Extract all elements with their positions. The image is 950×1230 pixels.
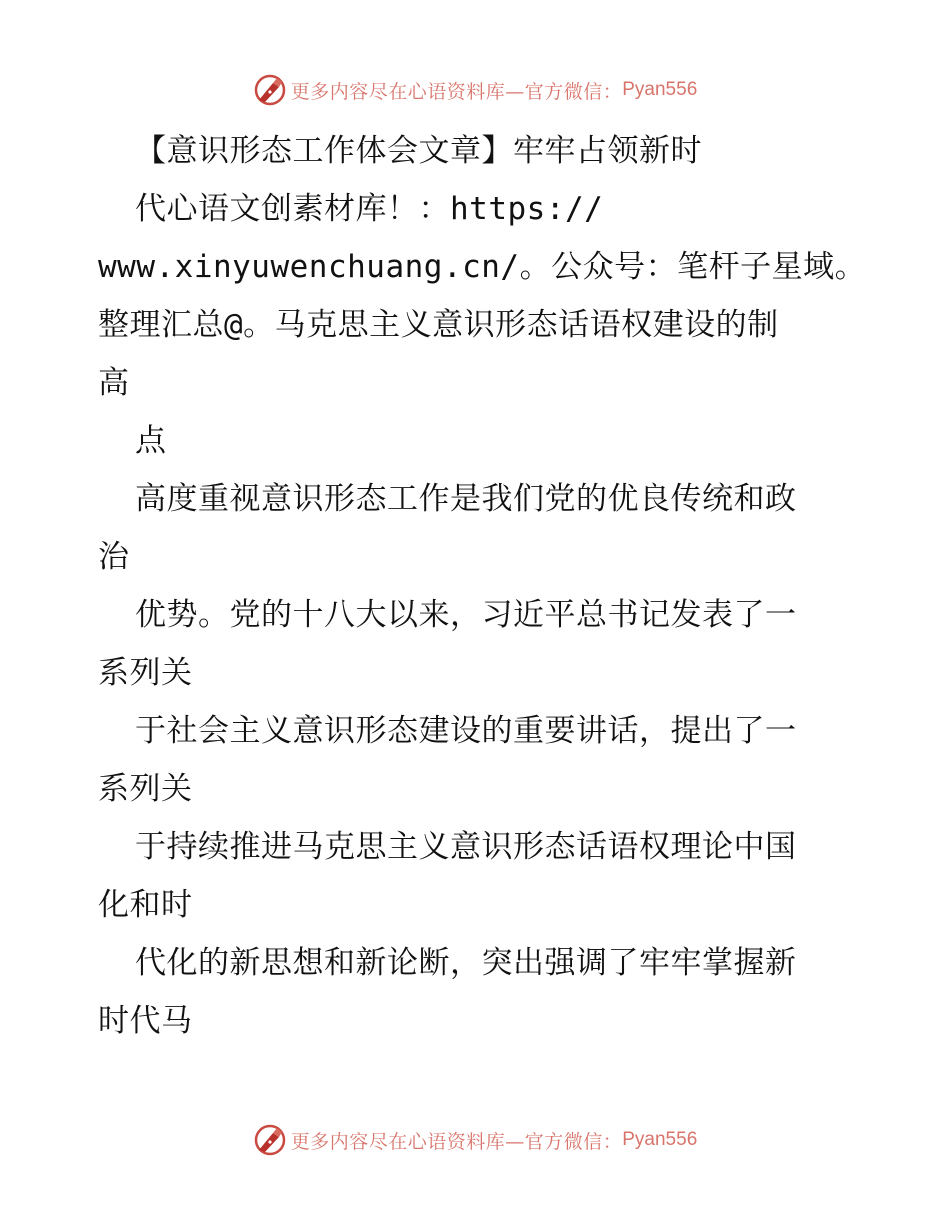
header-banner [0,70,950,110]
banner-text: 更多内容尽在心语资料库—官方微信： [290,1130,623,1153]
text-line: 整理汇总@。马克思主义意识形态话语权建设的制 [98,307,779,343]
text-line: 优势。党的十八大以来，习近平总书记发表了一 [135,597,797,633]
text-line: 时代马 [98,1003,193,1039]
text-line: 系列关 [98,655,193,691]
text-line: www.xinyuwenchuang.cn/。公众号：笔杆子星域。 [98,249,867,285]
text-line: 化和时 [98,887,193,923]
text-line: 于社会主义意识形态建设的重要讲话，提出了一 [135,713,797,749]
banner-wechat-id: Pyan556 [622,79,698,100]
text-line: 高 [98,365,130,401]
text-line: 治 [98,539,130,575]
text-line: 于持续推进马克思主义意识形态话语权理论中国 [135,829,797,865]
footer-banner [0,1120,950,1160]
text-line: 高度重视意识形态工作是我们党的优良传统和政 [135,481,797,517]
pen-nib-logo-icon [253,1123,287,1157]
document-body [98,122,867,1050]
text-line: 【意识形态工作体会文章】牢牢占领新时 [135,133,702,169]
text-line: 代心语文创素材库！：https:// [135,191,604,227]
pen-nib-logo-icon [253,73,287,107]
text-line: 代化的新思想和新论断，突出强调了牢牢掌握新 [135,945,797,981]
text-line: 点 [135,423,167,459]
text-line: 系列关 [98,771,193,807]
banner-text: 更多内容尽在心语资料库—官方微信： [290,80,623,103]
banner-wechat-id: Pyan556 [622,1129,698,1150]
